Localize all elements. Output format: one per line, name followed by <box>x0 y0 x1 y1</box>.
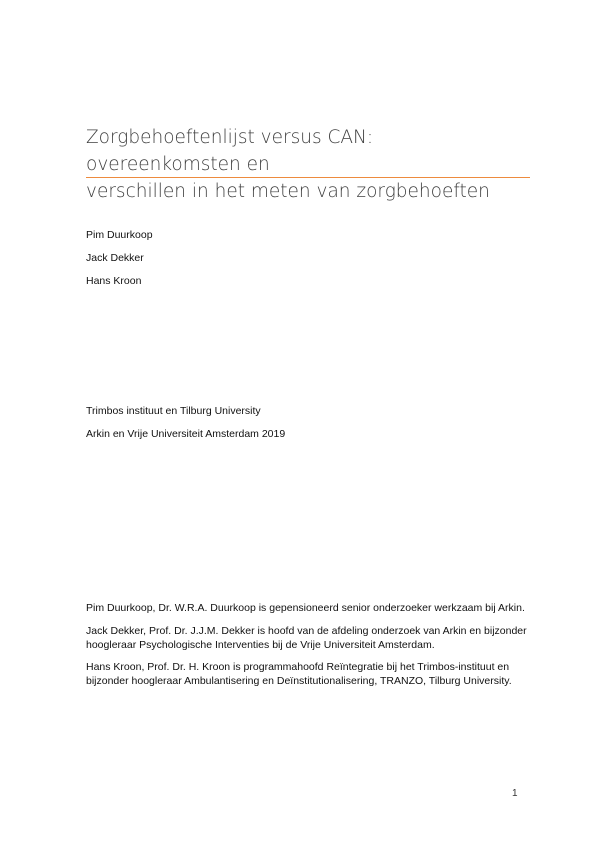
affiliation-1: Trimbos instituut en Tilburg University <box>86 405 261 417</box>
author-note-dekker <box>86 624 527 652</box>
author-note-line: Hans Kroon, Prof. Dr. H. Kroon is programmahoofd Reïntegratie bij het Trimbos-instituut en <box>86 661 510 673</box>
author-note-duurkoop <box>86 601 525 615</box>
title-underline <box>86 177 530 178</box>
affiliation-2: Arkin en Vrije Universiteit Amsterdam 2019 <box>86 428 286 440</box>
document-title <box>86 124 526 205</box>
author-2: Jack Dekker <box>86 252 144 264</box>
author-note-line: Jack Dekker, Prof. Dr. J.J.M. Dekker is hoofd van de afdeling onderzoek van Arkin en bijzonder <box>86 625 527 637</box>
author-note-line: hoogleraar Psychologische Interventies bij de Vrije Universiteit Amsterdam. <box>86 639 435 651</box>
author-note-line: bijzonder hoogleraar Ambulantisering en Deïnstitutionalisering, TRANZO, Tilburg University. <box>86 675 512 687</box>
title-line-1: Zorgbehoeftenlijst versus CAN: overeenkomsten en <box>86 127 374 175</box>
title-line-2: verschillen in het meten van zorgbehoeften <box>86 181 490 202</box>
page-number: 1 <box>512 788 518 799</box>
author-3: Hans Kroon <box>86 275 142 287</box>
author-note-line: Pim Duurkoop, Dr. W.R.A. Duurkoop is gepensioneerd senior onderzoeker werkzaam bij Arkin. <box>86 602 525 614</box>
author-1: Pim Duurkoop <box>86 229 153 241</box>
author-note-kroon <box>86 660 512 688</box>
